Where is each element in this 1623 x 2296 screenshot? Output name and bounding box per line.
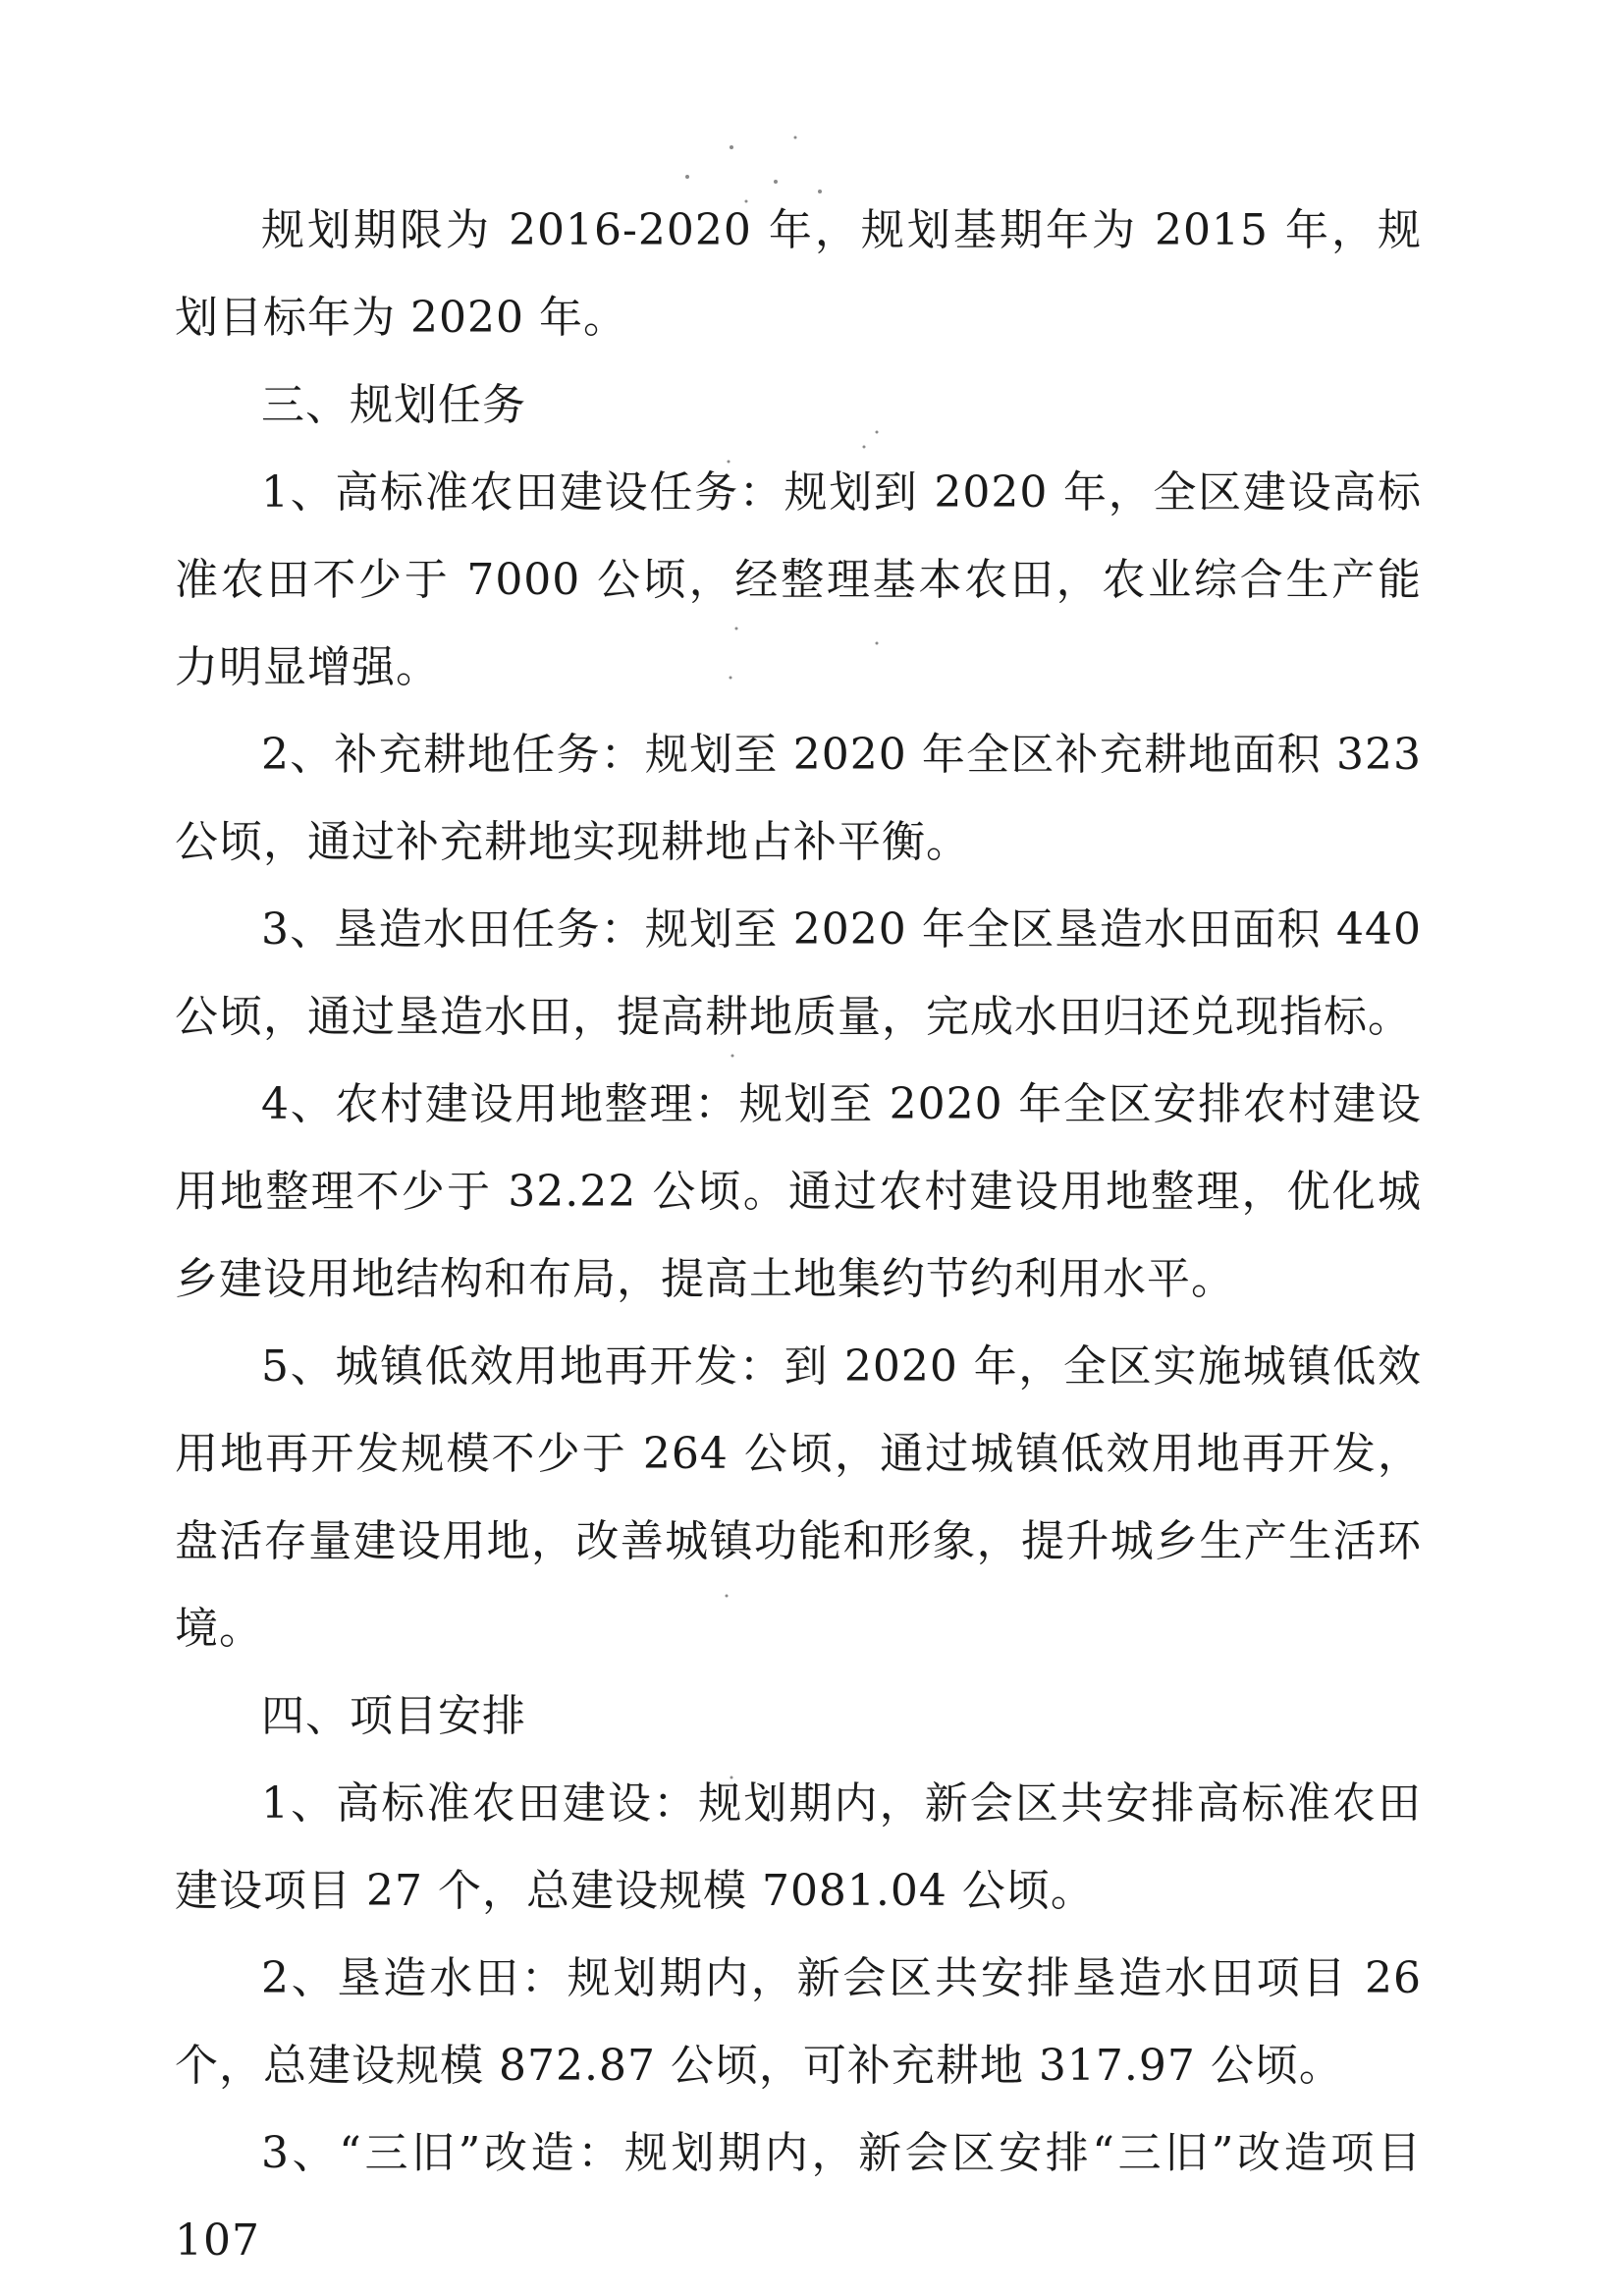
body-paragraph: 5、城镇低效用地再开发：到 2020 年，全区实施城镇低效用地再开发规模不少于 264 公顷，通过城镇低效用地再开发，盘活存量建设用地，改善城镇功能和形象，提升城乡生产生活环境。 — [175, 1341, 1422, 1654]
section-heading: 三、规划任务 — [261, 380, 526, 430]
body-paragraph: 3、“三旧”改造：规划期内，新会区安排“三旧”改造项目 107 — [175, 2128, 1422, 2266]
body-paragraph: 3、垦造水田任务：规划至 2020 年全区垦造水田面积 440 公顷，通过垦造水田，提高耕地质量，完成水田归还兑现指标。 — [175, 904, 1422, 1042]
body-paragraph: 规划期限为 2016-2020 年，规划基期年为 2015 年，规划目标年为 2020 年。 — [175, 205, 1422, 343]
body-paragraph: 4、农村建设用地整理：规划至 2020 年全区安排农村建设用地整理不少于 32.22 公顷。通过农村建设用地整理，优化城乡建设用地结构和布局，提高土地集约节约利用水平。 — [175, 1079, 1422, 1304]
section-heading: 四、项目安排 — [261, 1691, 526, 1741]
body-paragraph: 1、高标准农田建设任务：规划到 2020 年，全区建设高标准农田不少于 7000 公顷，经整理基本农田，农业综合生产能力明显增强。 — [175, 467, 1422, 692]
body-paragraph: 1、高标准农田建设：规划期内，新会区共安排高标准农田建设项目 27 个，总建设规模 7081.04 公顷。 — [175, 1778, 1422, 1916]
document-page — [175, 187, 1422, 2284]
body-paragraph: 2、垦造水田：规划期内，新会区共安排垦造水田项目 26 个，总建设规模 872.87 公顷，可补充耕地 317.97 公顷。 — [175, 1953, 1422, 2091]
body-paragraph: 2、补充耕地任务：规划至 2020 年全区补充耕地面积 323 公顷，通过补充耕地实现耕地占补平衡。 — [175, 730, 1422, 867]
